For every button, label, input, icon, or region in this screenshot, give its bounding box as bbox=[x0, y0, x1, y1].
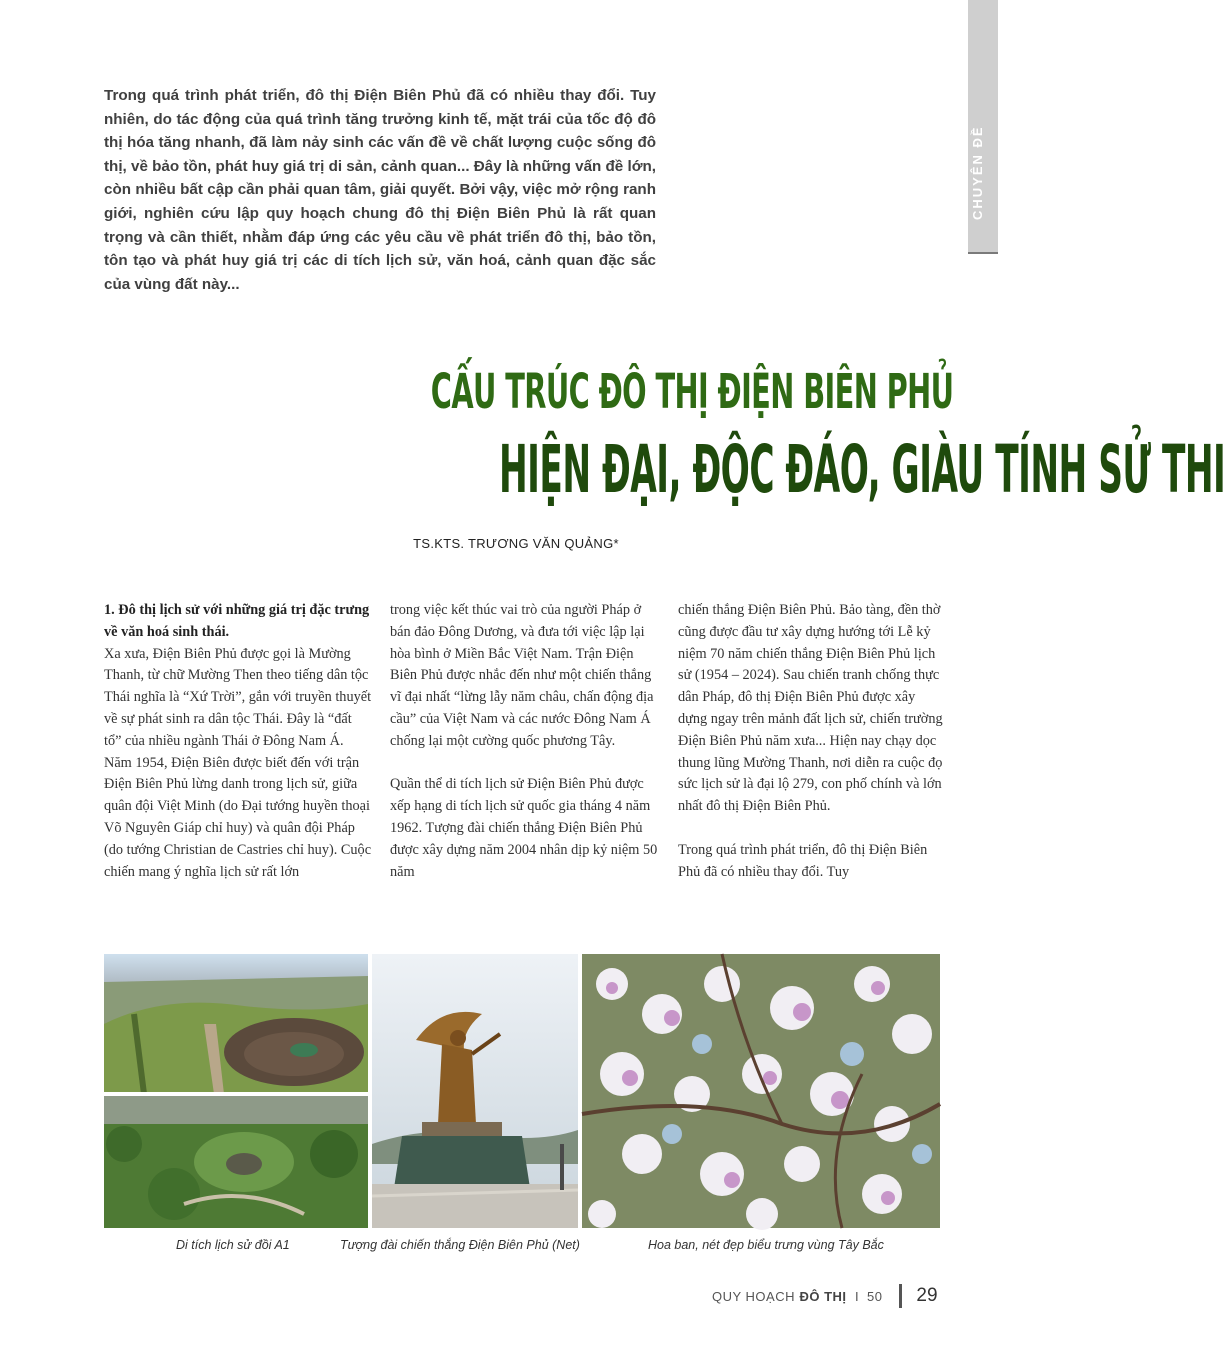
issue-number: 50 bbox=[867, 1288, 883, 1304]
column-3-paragraph-2: Trong quá trình phát triển, đô thị Điện Biên Phủ đã có nhiều thay đổi. Tuy bbox=[678, 841, 928, 880]
photo-victory-monument bbox=[372, 954, 578, 1228]
body-column-3 bbox=[678, 600, 946, 883]
section-heading: 1. Đô thị lịch sử với những giá trị đặc trưng về văn hoá sinh thái. bbox=[104, 602, 370, 640]
body-column-2 bbox=[390, 600, 658, 883]
issue-separator: I bbox=[854, 1288, 859, 1304]
caption-photo-3: Hoa ban, nét đẹp biểu trưng vùng Tây Bắc bbox=[648, 1238, 884, 1252]
column-1-text: Xa xưa, Điện Biên Phủ được gọi là Mường Thanh, từ chữ Mường Then theo tiếng dân tộc Thái nghĩa là “Xứ Trời”, gắn với truyền thuyết về sự phát sinh ra dân tộc Thái. Đây là “đất tổ” của nhiều ngành Thái ở Đông Nam Á. Năm 1954, Điện Biên được biết đến với trận Điện Biên Phủ lừng danh trong lịch sử, giữa quân đội Việt Minh (do Đại tướng huyền thoại Võ Nguyên Giáp chỉ huy) và quân đội Pháp (do tướng Christian de Castries chỉ huy). Cuộc chiến mang ý nghĩa lịch sử rất lớn bbox=[104, 645, 372, 880]
page-number: 29 bbox=[916, 1285, 938, 1306]
title-line-2: HIỆN ĐẠI, ĐỘC ĐÁO, GIÀU TÍNH SỬ THI bbox=[498, 431, 1225, 508]
caption-photo-1: Di tích lịch sử đồi A1 bbox=[176, 1238, 290, 1252]
column-2-paragraph-1: trong việc kết thúc vai trò của người Pháp ở bán đảo Đông Dương, và đưa tới việc lập lại hòa bình ở Miền Bắc Việt Nam. Trận Điện Biên Phủ được nhắc đến như một chiến thắng vĩ đại nhất “lừng lẫy năm châu, chấn động địa cầu” của Việt Nam và các nước Đông Nam Á chống lại một cường quốc phương Tây. bbox=[390, 602, 654, 749]
photo-ban-flowers bbox=[582, 954, 940, 1228]
column-2-paragraph-2: Quần thể di tích lịch sử Điện Biên Phủ được xếp hạng di tích lịch sử quốc gia tháng 4 năm 1962. Tượng đài chiến thắng Điện Biên Phủ được xây dựng năm 2004 nhân dịp kỷ niệm 50 năm bbox=[390, 776, 658, 880]
magazine-name-prefix: QUY HOẠCH bbox=[712, 1288, 795, 1304]
lead-paragraph: Trong quá trình phát triển, đô thị Điện Biên Phủ đã có nhiều thay đổi. Tuy nhiên, do tác động của quá trình tăng trưởng kinh tế, mặt trái của tốc độ đô thị hóa tăng nhanh, đã làm nảy sinh các vấn đề về chất lượng cuộc sống đô thị, về bảo tồn, phát huy giá trị di sản, cảnh quan... Đây là những vấn đề lớn, còn nhiều bất cập cần phải quan tâm, giải quyết. Bởi vậy, việc mở rộng ranh giới, nghiên cứu lập quy hoạch chung đô thị Điện Biên Phủ là rất quan trọng và cần thiết, nhằm đáp ứng các yêu cầu về phát triển đô thị, bảo tồn, tôn tạo và phát huy giá trị các di tích lịch sử, văn hoá, cảnh quan đặc sắc của vùng đất này... bbox=[104, 87, 656, 293]
page-footer bbox=[712, 1284, 938, 1308]
title-line-1: CẤU TRÚC ĐÔ THỊ ĐIỆN BIÊN PHỦ bbox=[430, 364, 954, 420]
magazine-name-bold: ĐÔ THỊ bbox=[799, 1288, 847, 1304]
section-tab-label: CHUYÊN ĐỀ bbox=[970, 125, 985, 220]
caption-photo-2: Tượng đài chiến thắng Điện Biên Phủ (Net) bbox=[340, 1238, 580, 1252]
footer-divider bbox=[899, 1284, 902, 1308]
photo-a1-hill bbox=[104, 954, 368, 1228]
column-3-paragraph-1: chiến thắng Điện Biên Phủ. Bảo tàng, đền thờ cũng được đầu tư xây dựng hướng tới Lễ kỷ niệm 70 năm chiến thắng Điện Biên Phủ lịch sử (1954 – 2024). Sau chiến tranh chống thực dân Pháp, đô thị Điện Biên Phủ được xây dựng ngay trên mảnh đất lịch sử, chiến trường Điện Biên Phủ năm xưa... Hiện nay chạy dọc thung lũng Mường Thanh, nơi diễn ra cuộc đọ sức lịch sử là đại lộ 279, con phố chính và lớn nhất đô thị Điện Biên Phủ. bbox=[678, 602, 943, 815]
body-column-1 bbox=[104, 600, 372, 883]
author-byline: TS.KTS. TRƯƠNG VĂN QUẢNG* bbox=[413, 536, 619, 551]
